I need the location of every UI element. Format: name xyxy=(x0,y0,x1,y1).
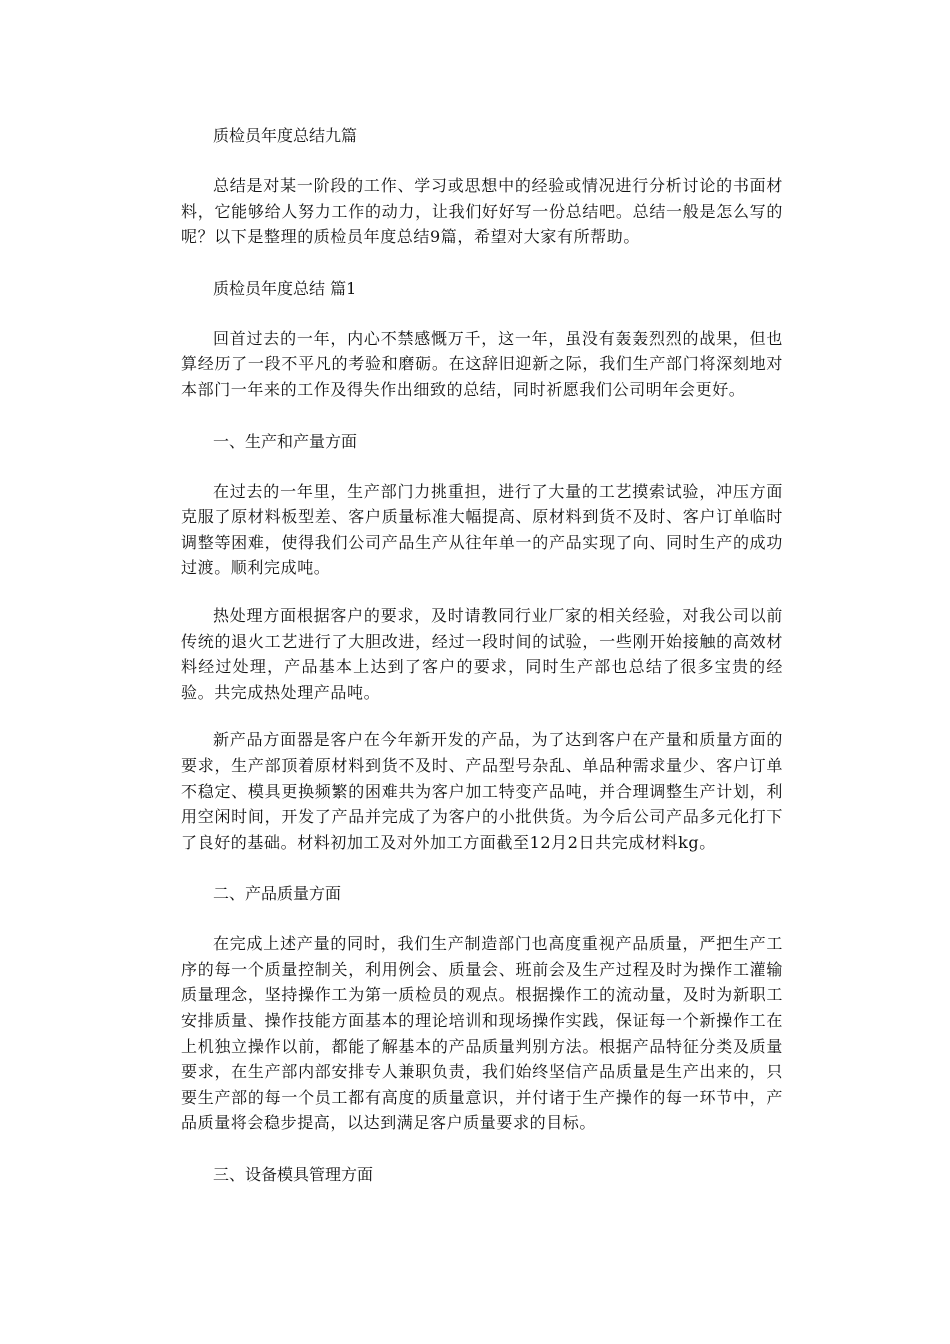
document-body xyxy=(181,119,783,1192)
opening-paragraph: 回首过去的一年，内心不禁感慨万千，这一年，虽没有轰轰烈烈的战果，但也算经历了一段不平凡的考验和磨砺。在这辞旧迎新之际，我们生产部门将深刻地对本部门一年来的工作及得失作出细致的总结，同时祈愿我们公司明年会更好。 xyxy=(181,328,783,399)
article-title: 质检员年度总结 篇1 xyxy=(213,278,357,298)
section-2-heading: 二、产品质量方面 xyxy=(213,884,342,904)
section-3-heading: 三、设备模具管理方面 xyxy=(213,1165,374,1185)
section-1-paragraph-2: 热处理方面根据客户的要求，及时请教同行业厂家的相关经验，对我公司以前传统的退火工艺进行了大胆改进，经过一段时间的试验，一些刚开始接触的高效材料经过处理，产品基本上达到了客户的要求，同时生产部也总结了很多宝贵的经验。共完成热处理产品吨。 xyxy=(181,605,783,702)
section-1-paragraph-3: 新产品方面器是客户在今年新开发的产品，为了达到客户在产量和质量方面的要求，生产部顶着原材料到货不及时、产品型号杂乱、单品种需求量少、客户订单不稳定、模具更换频繁的困难共为客户加工特变产品吨，并合理调整生产计划，利用空闲时间，开发了产品并完成了为客户的小批供货。为今后公司产品多元化打下了良好的基础。材料初加工及对外加工方面截至12月2日共完成材料kg。 xyxy=(181,730,783,852)
intro-paragraph: 总结是对某一阶段的工作、学习或思想中的经验或情况进行分析讨论的书面材料，它能够给人努力工作的动力，让我们好好写一份总结吧。总结一般是怎么写的呢？以下是整理的质检员年度总结9篇，希望对大家有所帮助。 xyxy=(181,176,783,247)
document-title: 质检员年度总结九篇 xyxy=(213,126,358,145)
section-2-paragraph-1: 在完成上述产量的同时，我们生产制造部门也高度重视产品质量，严把生产工序的每一个质量控制关，利用例会、质量会、班前会及生产过程及时为操作工灌输质量理念，坚持操作工为第一质检员的观点。根据操作工的流动量，及时为新职工安排质量、操作技能方面基本的理论培训和现场操作实践，保证每一个新操作工在上机独立操作以前，都能了解基本的产品质量判别方法。根据产品特征分类及质量要求，在生产部内部安排专人兼职负责，我们始终坚信产品质量是生产出来的，只要生产部的每一个员工都有高度的质量意识，并付诸于生产操作的每一环节中，产品质量将会稳步提高，以达到满足客户质量要求的目标。 xyxy=(181,934,783,1133)
section-1-paragraph-1: 在过去的一年里，生产部门力挑重担，进行了大量的工艺摸索试验，冲压方面克服了原材料板型差、客户质量标准大幅提高、原材料到货不及时、客户订单临时调整等困难，使得我们公司产品生产从往年单一的产品实现了向、同时生产的成功过渡。顺利完成吨。 xyxy=(181,481,783,578)
section-1-heading: 一、生产和产量方面 xyxy=(213,431,358,451)
